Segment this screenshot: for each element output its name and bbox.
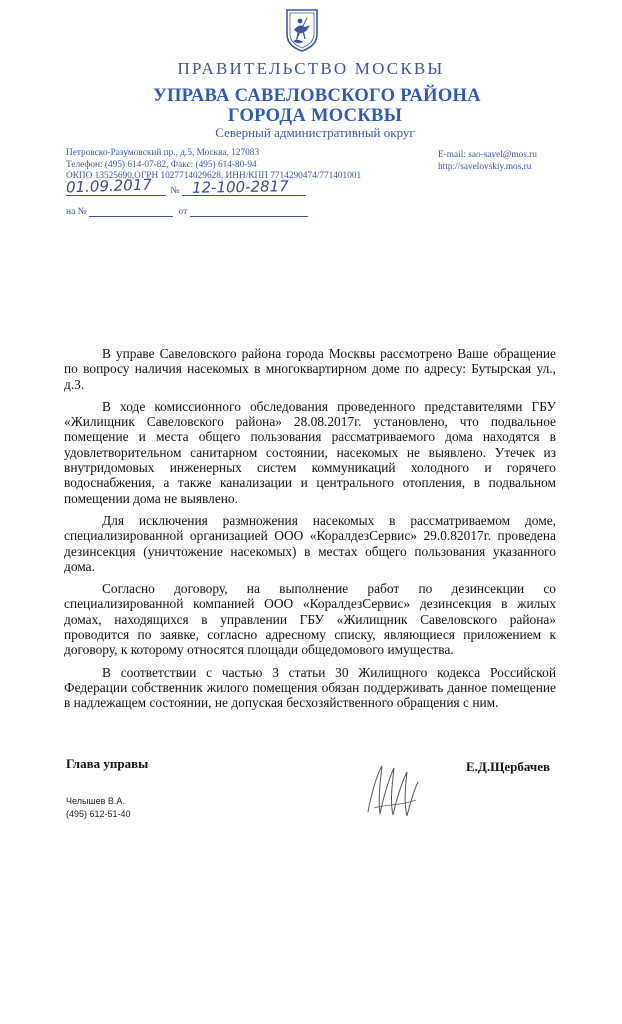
paragraph: Для исключения размножения насекомых в рассматриваемом доме, специализированной организацией ООО «КоралдезСервис» 29.0.82017г. проведена дезинсекция (уничтожение насекомых) в местах общего пользования указанного дома.	[64, 512, 556, 574]
okrug-subtitle: Северный административный округ	[215, 125, 415, 140]
moscow-coat-of-arms-icon	[285, 8, 319, 52]
email-line: E-mail: sao-savel@mos.ru	[438, 150, 537, 160]
address-line: Петровско-Разумовский пр., д.5, Москва, 127083	[66, 148, 260, 158]
paragraph: В ходе комиссионного обследования проведенного представителями ГБУ «Жилищник Савеловского района» 28.08.2017г. установлено, что подвальное помещение и места общего пользования рассматриваемого дома находятся в удовлетворительном санитарном состоянии, насекомых не выявлено. Утечек из внутридомовых инженерных систем коммуникаций холодного и горячего водоснабжения, а также канализации и центрального отопления, в подвальном помещении дома не выявлено.	[64, 398, 556, 506]
reply-label: на №	[66, 207, 87, 217]
executor-name: Челышев В.А.	[66, 796, 125, 806]
handwritten-number: 12-100-2817	[191, 177, 289, 197]
uprava-title-line2: ГОРОДА МОСКВЫ	[227, 106, 403, 126]
paragraph: В управе Савеловского района города Москвы рассмотрено Ваше обращение по вопросу наличия насекомых в многоквартирном доме по адресу: Бутырская ул., д.3.	[64, 346, 556, 392]
paragraph: Согласно договору, на выполнение работ по дезинсекции со специализированной компанией ООО «КоралдезСервис» дезинсекция в жилых домах, находящихся в управлении ГБУ «Жилищник Савеловского района» проводится по заявке, согласно адресному списку, являющиеся приложением к договору, к которому относятся площади общедомового имущества.	[64, 581, 556, 658]
codes-line: ОКПО 13525690,ОГРН 1027714029628, ИНН/КПП 7714290474/771401001	[66, 171, 362, 181]
contact-block-right	[438, 150, 537, 173]
handwritten-date: 01.09.2017	[65, 175, 153, 197]
uprava-title-line1: УПРАВА САВЕЛОВСКОГО РАЙОНА	[153, 86, 481, 106]
number-prefix: №	[170, 186, 180, 196]
phone-line: Телефон: (495) 614-07-82, Факс: (495) 614-80-94	[66, 159, 257, 170]
signatory-name: Е.Д.Щербачев	[466, 759, 550, 774]
executor-block	[66, 795, 131, 821]
executor-phone: (495) 612-51-40	[66, 809, 131, 819]
reply-reference-line	[66, 207, 308, 217]
letter-body	[64, 346, 556, 718]
website-line: http://savelovskiy.mos.ru	[438, 161, 532, 172]
paragraph: В соответствии с частью 3 статьи 30 Жилищного кодекса Российской Федерации собственник жилого помещения обязан поддерживать данное помещение в надлежащем состоянии, не допуская бесхозяйственного обращения с ним.	[64, 664, 556, 711]
signatory-title: Глава управы	[66, 756, 149, 771]
government-title: ПРАВИТЕЛЬСТВО МОСКВЫ	[177, 59, 445, 78]
from-label: от	[178, 207, 188, 217]
handwritten-signature	[360, 760, 430, 820]
